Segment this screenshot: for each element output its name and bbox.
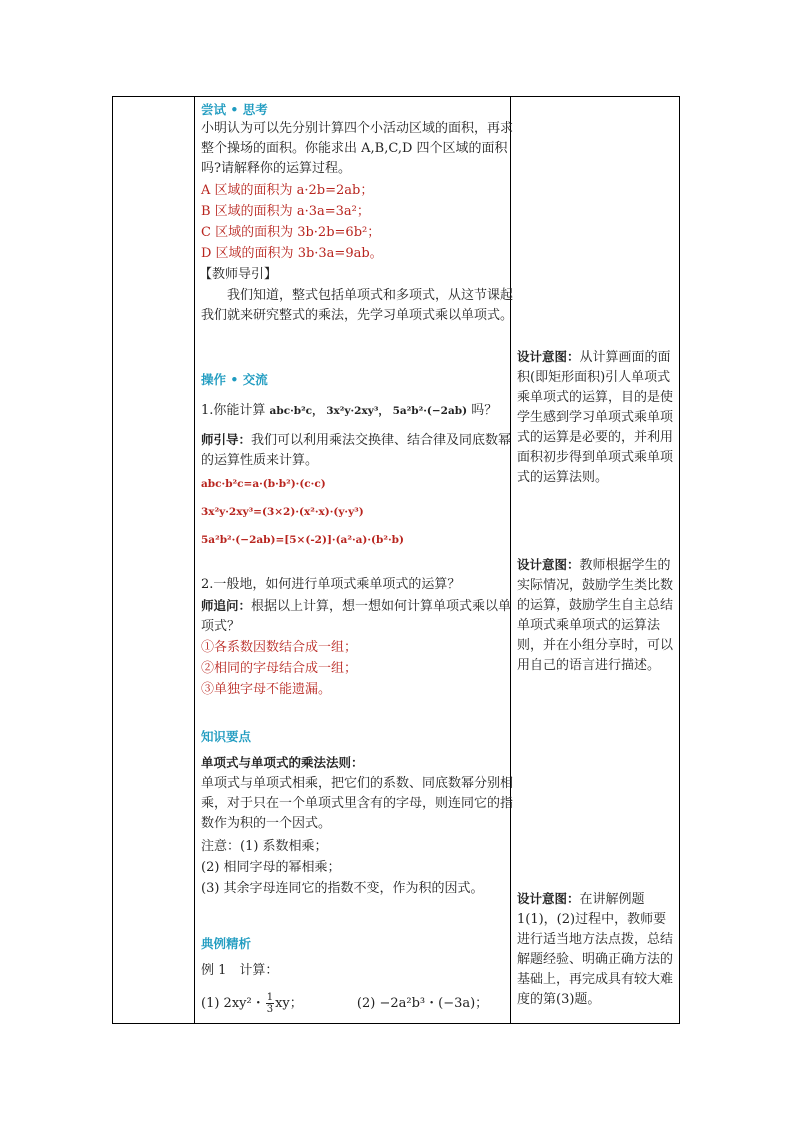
- intro-paragraph: 小明认为可以先分别计算四个小活动区域的面积，再求整个操场的面积。你能求出 A,B,C,D 四个区域的面积吗?请解释你的运算过程。: [201, 121, 514, 176]
- question-2: 2.一般地，如何进行单项式乘单项式的运算？: [201, 577, 461, 592]
- question-1-expressions: abc·b²c， 3x²y·2xy³， 5a²b²·(−2ab): [269, 405, 468, 417]
- example-problems: [201, 992, 519, 1015]
- note-1: 注意：(1) 系数相乘；: [201, 839, 328, 854]
- teacher-ask-text: 根据以上计算，想一想如何计算单项式乘以单项式？: [201, 599, 512, 634]
- design-intent-1-text: 从计算画面的面积(即矩形面积)引人单项式乘单项式的运算，目的是使学生感到学习单项式乘单项式的运算是必要的，并利用面积初步得到单项式乘单项式的运算法则。: [517, 350, 674, 485]
- area-answer-c: C 区域的面积为 3b·2b=6b²；: [201, 225, 381, 240]
- point-2: ②相同的字母结合成一组；: [201, 661, 358, 676]
- question-1-prefix: 1.你能计算: [201, 403, 266, 418]
- section-heading-knowledge: 知识要点: [201, 729, 252, 744]
- teacher-ask: [201, 596, 519, 637]
- question-1: [201, 401, 519, 421]
- teacher-hint: [201, 430, 519, 471]
- section-heading-operate: 操作 • 交流: [201, 372, 268, 387]
- section-heading-examples: 典例精析: [201, 936, 252, 951]
- step-3: 5a²b²·(−2ab)=[5×(-2)]·(a²·a)·(b²·b): [201, 534, 404, 546]
- design-intent-3: [517, 889, 675, 1010]
- rule-title: 单项式与单项式的乘法法则：: [201, 755, 364, 770]
- step-2: 3x²y·2xy³=(3×2)·(x²·x)·(y·y³): [201, 506, 364, 518]
- area-answer-a: A 区域的面积为 a·2b=2ab；: [201, 183, 374, 198]
- note-3: (3) 其余字母连同它的指数不变，作为积的因式。: [201, 881, 484, 896]
- column-divider-left: [194, 97, 195, 1023]
- step-1: abc·b²c=a·(b·b²)·(c·c): [201, 478, 326, 490]
- teacher-hint-text: 我们可以利用乘法交换律、结合律及同底数幂的运算性质来计算。: [201, 433, 512, 468]
- teacher-guide-text: 我们知道，整式包括单项式和多项式，从这节课起我们就来研究整式的乘法，先学习单项式乘以单项式。: [201, 288, 514, 323]
- teacher-guide-label: 【教师导引】: [199, 267, 278, 282]
- lesson-table: [112, 96, 680, 1024]
- section-heading-try-think: 尝试 • 思考: [201, 102, 268, 117]
- design-intent-2: [517, 555, 675, 676]
- design-intent-2-label: 设计意图：: [517, 557, 580, 572]
- design-intent-2-text: 教师根据学生的实际情况，鼓励学生类比数的运算，鼓励学生自主总结单项式乘单项式的运算法则，并在小组分享时，可以用自己的语言进行描述。: [517, 558, 674, 673]
- design-intent-3-text: 在讲解例题1(1)，(2)过程中，教师要进行适当地方法点拨，总结解题经验、明确正确方法的基础上，再完成具有较大难度的第(3)题。: [517, 892, 674, 1007]
- fraction-numerator: 1: [266, 992, 274, 1003]
- example-title: 例 1 计算：: [201, 963, 279, 978]
- rule-text: 单项式与单项式相乘，把它们的系数、同底数幂分别相乘，对于只在一个单项式里含有的字母，则连同它的指数作为积的一个因式。: [201, 776, 514, 831]
- teacher-hint-label: 师引导：: [201, 432, 252, 447]
- area-answer-b: B 区域的面积为 a·3a=3a²；: [201, 204, 370, 219]
- question-1-suffix: 吗？: [471, 403, 498, 418]
- point-1: ①各系数因数结合成一组；: [201, 640, 358, 655]
- teacher-ask-label: 师追问：: [201, 598, 252, 613]
- problem-1-prefix: (1) 2xy²・: [201, 996, 265, 1011]
- point-3: ③单独字母不能遗漏。: [201, 682, 332, 697]
- fraction-one-third: [266, 992, 274, 1015]
- fraction-denominator: 3: [266, 1004, 274, 1015]
- problem-1-suffix: xy；: [275, 996, 303, 1011]
- problem-2: (2) −2a²b³・(−3a)；: [356, 996, 489, 1011]
- area-answer-d: D 区域的面积为 3b·3a=9ab。: [201, 246, 383, 261]
- design-intent-1: [517, 347, 675, 488]
- design-intent-1-label: 设计意图：: [517, 349, 580, 364]
- note-2: (2) 相同字母的幂相乘；: [201, 860, 341, 875]
- problem-1: [201, 992, 303, 1015]
- design-intent-3-label: 设计意图：: [517, 891, 580, 906]
